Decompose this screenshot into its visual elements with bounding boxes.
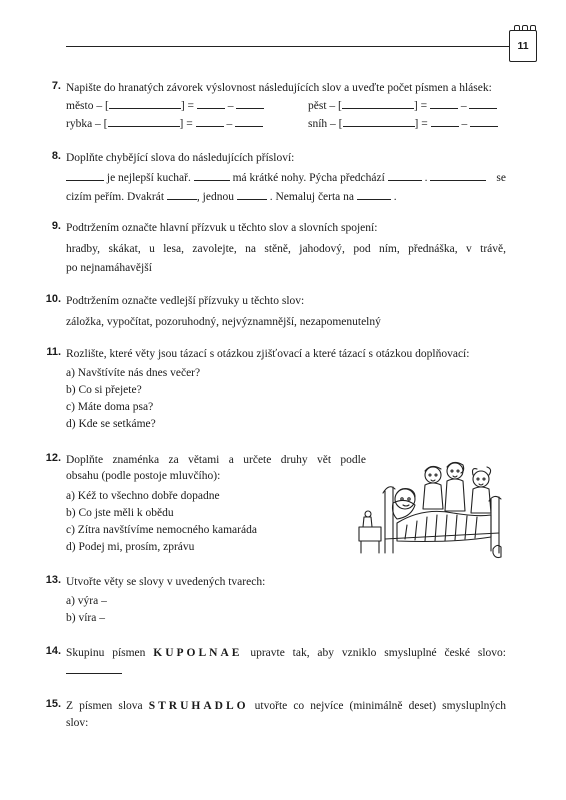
q7-word-3: rybka – [ (66, 118, 108, 130)
question-number: 11. (46, 346, 61, 358)
q7-row-2b (308, 116, 498, 130)
question-7 (51, 80, 506, 130)
answer-blank[interactable] (108, 116, 180, 127)
question-text: Rozlište, které věty jsou tázací s otázkou zjišťovací a které tázací s otázkou doplňovací: (66, 348, 470, 360)
text: Skupinu písmen (66, 647, 146, 659)
list-item: b) Co jste měli k obědu (66, 507, 174, 519)
q7-word-4: sníh – [ (308, 118, 343, 130)
list-item: d) Kde se setkáme? (66, 418, 156, 430)
list-item: c) Máte doma psa? (66, 401, 154, 413)
question-15 (45, 698, 507, 731)
answer-blank[interactable] (109, 98, 181, 109)
proverb-text: . Nemaluj čerta na (269, 191, 355, 203)
question-text: slov: (66, 717, 89, 729)
q7-row-1b (308, 98, 497, 112)
proverb-text: , jednou (196, 191, 234, 203)
q7-row-1 (66, 98, 264, 112)
answer-blank[interactable] (66, 663, 122, 674)
question-9 (51, 220, 506, 277)
equals: ] = (179, 118, 193, 130)
question-8 (51, 150, 506, 206)
letter-group: KUPOLNAE (153, 647, 243, 659)
proverbs-line-1 (66, 170, 506, 187)
text: upravte tak, aby vzniklo smysluplné české slovo: (250, 647, 506, 659)
question-text: Utvořte věty se slovy v uvedených tvarech: (66, 576, 266, 588)
question-13 (45, 574, 506, 627)
answer-blank[interactable] (469, 98, 497, 109)
q7-word-1: město – [ (66, 100, 109, 112)
question-12 (45, 452, 366, 556)
list-item: a) výra – (66, 595, 107, 607)
question-number: 15. (45, 698, 61, 710)
question-number: 10. (45, 293, 61, 305)
answer-blank[interactable] (342, 98, 414, 109)
words-line: záložka, vypočítat, pozoruhodný, nejvýznamnější, nezapomenutelný (66, 316, 381, 328)
equals: ] = (413, 100, 428, 112)
question-number: 9. (51, 220, 61, 232)
q7-row-2 (66, 116, 263, 130)
answer-blank[interactable] (357, 189, 391, 200)
proverb-text: je nejlepší kuchař. (106, 172, 191, 184)
answer-blank[interactable] (167, 189, 197, 200)
period: . (424, 172, 428, 184)
question-text: Podtržením označte vedlejší přízvuky u těchto slov: (66, 295, 305, 307)
q7-word-2: pěst – [ (308, 100, 342, 112)
page-number-box (509, 30, 537, 62)
letter-group: STRUHADLO (148, 700, 249, 712)
answer-blank[interactable] (430, 170, 486, 181)
question-text: Doplňte chybějící slova do následujících přísloví: (66, 152, 295, 164)
list-item: c) Zítra navštívíme nemocného kamaráda (66, 524, 257, 536)
text: utvořte co nejvíce (minimálně deset) smysluplných (254, 700, 507, 712)
question-number: 8. (51, 150, 61, 162)
question-number: 14. (45, 645, 61, 657)
answer-blank[interactable] (431, 116, 459, 127)
dash: – (226, 118, 233, 130)
list-item: b) Co si přejete? (66, 384, 142, 396)
answer-line (66, 663, 506, 680)
question-10 (45, 293, 506, 331)
question-11 (46, 346, 506, 433)
equals: ] = (414, 118, 428, 130)
answer-blank[interactable] (236, 98, 264, 109)
dash: – (461, 118, 468, 130)
equals: ] = (180, 100, 195, 112)
answer-blank[interactable] (197, 98, 225, 109)
list-item: a) Kéž to všechno dobře dopadne (66, 490, 220, 502)
list-item: b) víra – (66, 612, 105, 624)
text: Z písmen slova (66, 700, 143, 712)
question-text: Napište do hranatých závorek výslovnost následujících slov a uveďte počet písmen a hlásek: (66, 82, 492, 94)
proverb-text: cizím peřím. Dvakrát (66, 191, 165, 203)
question-text: obsahu (podle postoje mluvčího): (66, 470, 221, 482)
question-number: 7. (51, 80, 61, 92)
answer-blank[interactable] (196, 116, 224, 127)
answer-blank[interactable] (470, 116, 498, 127)
answer-blank[interactable] (388, 170, 422, 181)
question-text: Podtržením označte hlavní přízvuk u těchto slov a slovních spojení: (66, 222, 378, 234)
sick-child-in-bed-illustration (353, 453, 503, 571)
period: . (393, 191, 397, 203)
question-text: Doplňte znaménka za větami a určete druhy vět podle (66, 454, 366, 466)
list-item: d) Podej mi, prosím, zprávu (66, 541, 195, 553)
proverb-text: se (496, 172, 506, 184)
answer-blank[interactable] (343, 116, 415, 127)
header-rule (66, 46, 516, 47)
question-text (66, 698, 506, 714)
words-line: hradby, skákat, u lesa, zavolejte, na stěně, jahodový, pod ním, přednáška, v trávě, (66, 243, 506, 255)
question-text (66, 645, 506, 661)
question-number: 13. (45, 574, 61, 586)
answer-blank[interactable] (66, 170, 104, 181)
dash: – (227, 100, 234, 112)
answer-blank[interactable] (430, 98, 458, 109)
proverb-text: má krátké nohy. Pýcha předchází (232, 172, 385, 184)
dash: – (460, 100, 467, 112)
question-14 (45, 645, 506, 680)
answer-blank[interactable] (237, 189, 267, 200)
words-line: po nejnamáhavější (66, 262, 152, 274)
page-number: 11 (517, 40, 529, 52)
list-item: a) Navštívíte nás dnes večer? (66, 367, 201, 379)
question-number: 12. (45, 452, 61, 464)
answer-blank[interactable] (194, 170, 230, 181)
answer-blank[interactable] (235, 116, 263, 127)
proverbs-line-2 (66, 189, 506, 206)
